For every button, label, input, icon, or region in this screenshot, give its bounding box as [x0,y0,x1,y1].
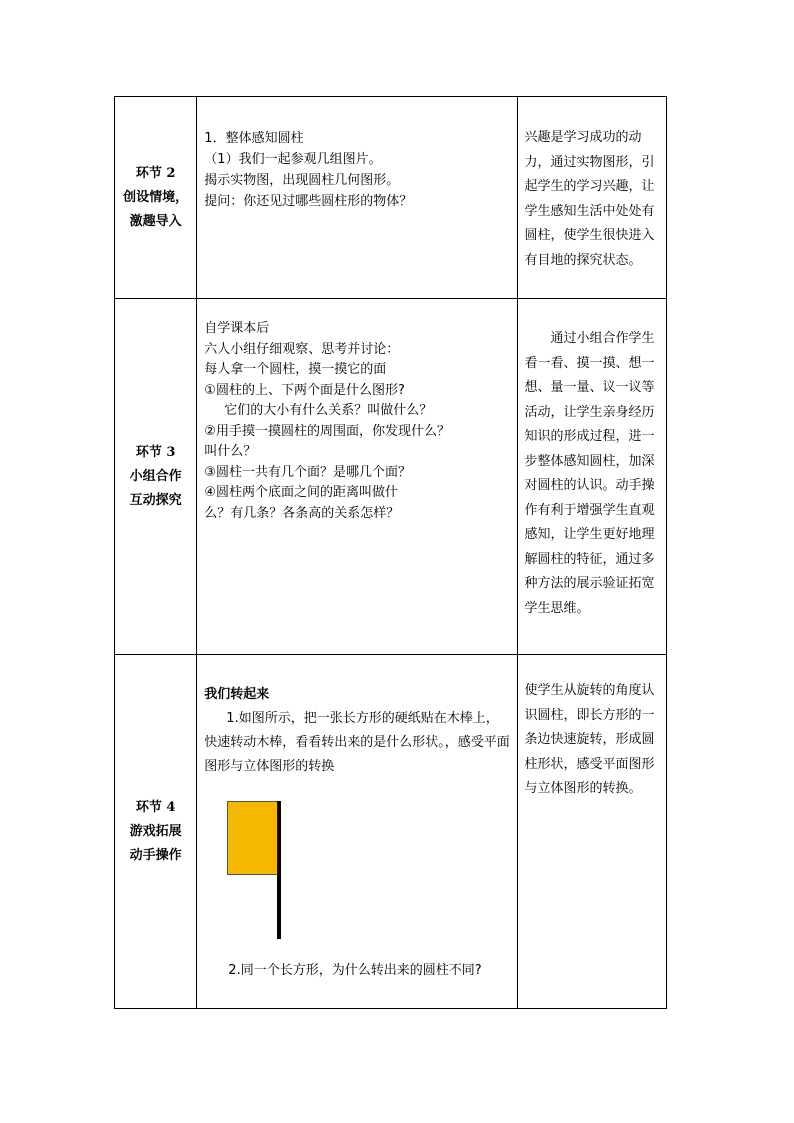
content-cell [197,655,518,1009]
rotation-diagram [204,791,511,981]
stage-number: 环节 3 [135,444,176,460]
content-line: ②用手摸一摸圆柱的周围面，你发现什么？ [204,423,450,439]
stage-title-line: 游戏拓展 [129,823,182,839]
intent-text: 兴趣是学习成功的动力，通过实物图形，引起学生的学习兴趣，让学生感知生活中处处有圆柱，使学生很快进入有目地的探究状态。 [524,130,655,268]
content-line: 自学课本后 [204,321,270,336]
content-line: 每人拿一个圆柱，摸一摸它的面 [204,362,387,377]
intent-text: 使学生从旋转的角度认识圆柱，即长方形的一条边快速旋转，形成圆柱形状，感受平面图形与立体图形的转换。 [524,683,655,796]
content-line: 叫什么？ [204,444,257,459]
content-line: 六人小组仔细观察、思考并讨论： [204,341,400,357]
stage-number: 环节 2 [135,165,176,181]
table-row [115,655,667,1009]
stage-cell [115,655,197,1009]
intent-text: 通过小组合作学生看一看、摸一摸、想一想、量一量、议一议等活动，让学生亲身经历知识的形成过程，进一步整体感知圆柱，加深对圆柱的认识。动手操作有利于增强学生直观感知，让学生更好地理解圆柱的特征，通过多种方法的展示验证拓宽学生思维。 [524,331,655,616]
lesson-plan-table [114,96,667,1009]
intent-cell [518,655,667,1009]
stage-cell [115,97,197,299]
wooden-stick-shape [277,801,281,939]
content-line: ③圆柱一共有几个面？是哪几个面？ [204,464,411,480]
content-line: 揭示实物图，出现圆柱几何图形。 [204,173,400,188]
content-line: 它们的大小有什么关系？叫做什么？ [224,403,433,418]
table-row [115,299,667,655]
intent-cell [518,299,667,655]
content-line: 1．整体感知圆柱 [204,131,304,146]
content-cell [197,97,518,299]
content-line: 提问：你还见过哪些圆柱形的物体？ [204,194,413,209]
rectangle-card-shape [227,801,279,875]
content-line: （1）我们一起参观几组图片。 [204,152,382,167]
stage-title-line: 小组合作 [129,468,182,484]
activity-heading: 我们转起来 [204,687,270,702]
content-line: ④圆柱两个底面之间的距离叫做什 [204,485,398,500]
table-row [115,97,667,299]
content-cell [197,299,518,655]
stage-title-line: 激趣导入 [129,213,182,229]
stage-title-line: 互动探究 [129,492,182,508]
intent-cell [518,97,667,299]
activity-question: 2.同一个长方形，为什么转出来的圆柱不同? [228,963,482,978]
stage-title-line: 动手操作 [129,847,182,863]
stage-number: 环节 4 [135,799,176,815]
content-line: ①圆柱的上、下两个面是什么图形? [204,382,405,398]
stage-cell [115,299,197,655]
stage-title-line: 创设情境， [123,189,189,205]
content-line: 么？有几条？各条高的关系怎样？ [204,505,400,521]
activity-instruction: 1.如图所示，把一张长方形的硬纸贴在木棒上，快速转动木棒，看看转出来的是什么形状。，感受平面图形与立体图形的转换 [204,711,510,774]
